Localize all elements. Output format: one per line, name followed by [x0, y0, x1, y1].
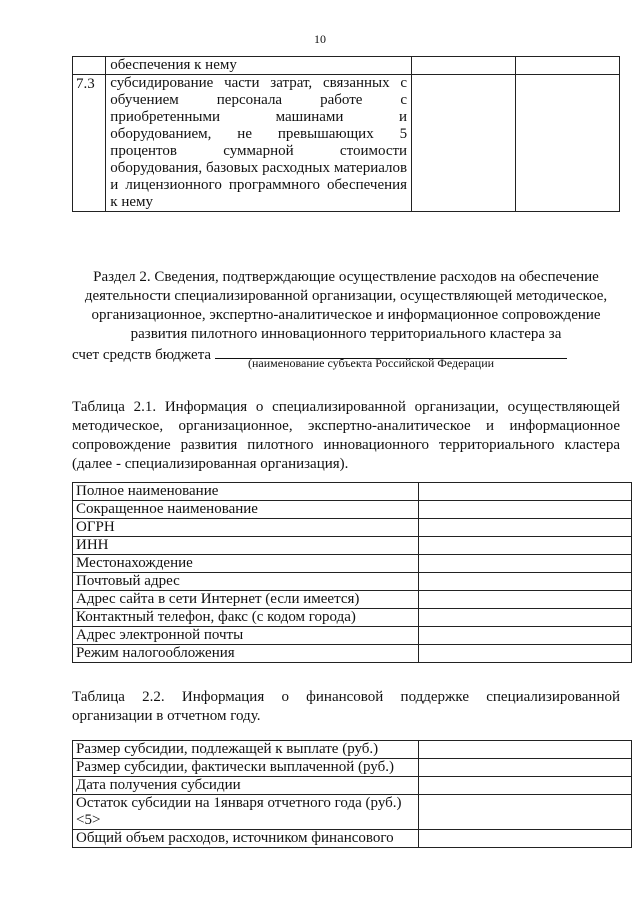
table-2-2-caption: Таблица 2.2. Информация о финансовой поддержке специализированной организации в отчетном году.: [72, 689, 620, 724]
row-value-cell: [418, 591, 631, 609]
row-label: Местонахождение: [73, 555, 419, 573]
table-7-continuation: [72, 56, 620, 212]
table-row: [73, 573, 632, 591]
section-2-heading: [72, 268, 620, 365]
table-row: [73, 777, 632, 795]
table-row: [73, 830, 632, 848]
row-label: Размер субсидии, подлежащей к выплате (руб.): [73, 741, 419, 759]
row-label: Общий объем расходов, источником финансового: [73, 830, 419, 848]
table-row: [73, 645, 632, 663]
row-value-cell: [418, 519, 631, 537]
table-row: [73, 537, 632, 555]
row-label: Адрес электронной почты: [73, 627, 419, 645]
table-row: [73, 759, 632, 777]
row-value-cell: [418, 830, 631, 848]
row-value-cell: [418, 609, 631, 627]
table-row: [73, 627, 632, 645]
table-row: [73, 795, 632, 830]
row-label: Полное наименование: [73, 483, 419, 501]
table-row: [73, 519, 632, 537]
row-value-cell: [418, 741, 631, 759]
row-label: ИНН: [73, 537, 419, 555]
row-label: Режим налогообложения: [73, 645, 419, 663]
table-row: [73, 501, 632, 519]
table-row: [73, 609, 632, 627]
table-2-2: [72, 740, 632, 848]
table-2-1: [72, 482, 632, 663]
row-value-cell: [418, 645, 631, 663]
row-description: субсидирование части затрат, связанных с обучением персонала работе с приобретенными машинами и оборудованием, не превышающих 5 процентов суммарной стоимости оборудования, базовых расходных материалов и лицензионного программного обеспечения к нему: [106, 75, 412, 212]
row-value-cell: [418, 759, 631, 777]
row-label: Адрес сайта в сети Интернет (если имеется): [73, 591, 419, 609]
table-row: [73, 591, 632, 609]
row-value-cell: [418, 795, 631, 830]
row-value-cell: [412, 57, 516, 75]
row-value-cell: [418, 573, 631, 591]
table-2-1-caption: Таблица 2.1. Информация о специализированной организации, осуществляющей методическое, организационное, экспертно-аналитическое и информационное сопровождение развития пилотного инновационного территориального кластера (далее - специализированная организация).: [72, 399, 620, 472]
row-label: Остаток субсидии на 1января отчетного года (руб.) <5>: [73, 795, 419, 830]
row-description: обеспечения к нему: [106, 57, 412, 75]
row-value-cell: [418, 537, 631, 555]
row-value-cell: [516, 57, 620, 75]
row-value-cell: [516, 75, 620, 212]
row-label: Дата получения субсидии: [73, 777, 419, 795]
table-row: [73, 483, 632, 501]
table-row: [73, 555, 632, 573]
row-label: Сокращенное наименование: [73, 501, 419, 519]
row-number: 7.3: [73, 75, 106, 212]
row-value-cell: [418, 777, 631, 795]
row-label: Размер субсидии, фактически выплаченной (руб.): [73, 759, 419, 777]
row-label: ОГРН: [73, 519, 419, 537]
row-label: Почтовый адрес: [73, 573, 419, 591]
table-row: [73, 75, 620, 212]
section-heading-text: Раздел 2. Сведения, подтверждающие осуществление расходов на обеспечение деятельности специализированной организации, осуществляющей методическое, организационное, экспертно-аналитическое и информационное сопровождение развития пилотного инновационного территориального кластера за: [84, 269, 608, 342]
row-value-cell: [418, 555, 631, 573]
table-row: [73, 741, 632, 759]
row-value-cell: [418, 501, 631, 519]
blank-caption: (наименование субъекта Российской Федерации: [248, 356, 495, 370]
row-number: [73, 57, 106, 75]
table-row: [73, 57, 620, 75]
row-label: Контактный телефон, факс (с кодом города): [73, 609, 419, 627]
page-number: 10: [314, 32, 326, 46]
row-value-cell: [418, 483, 631, 501]
row-value-cell: [418, 627, 631, 645]
row-value-cell: [412, 75, 516, 212]
section-heading-budget-text: счет средств бюджета: [72, 347, 212, 363]
